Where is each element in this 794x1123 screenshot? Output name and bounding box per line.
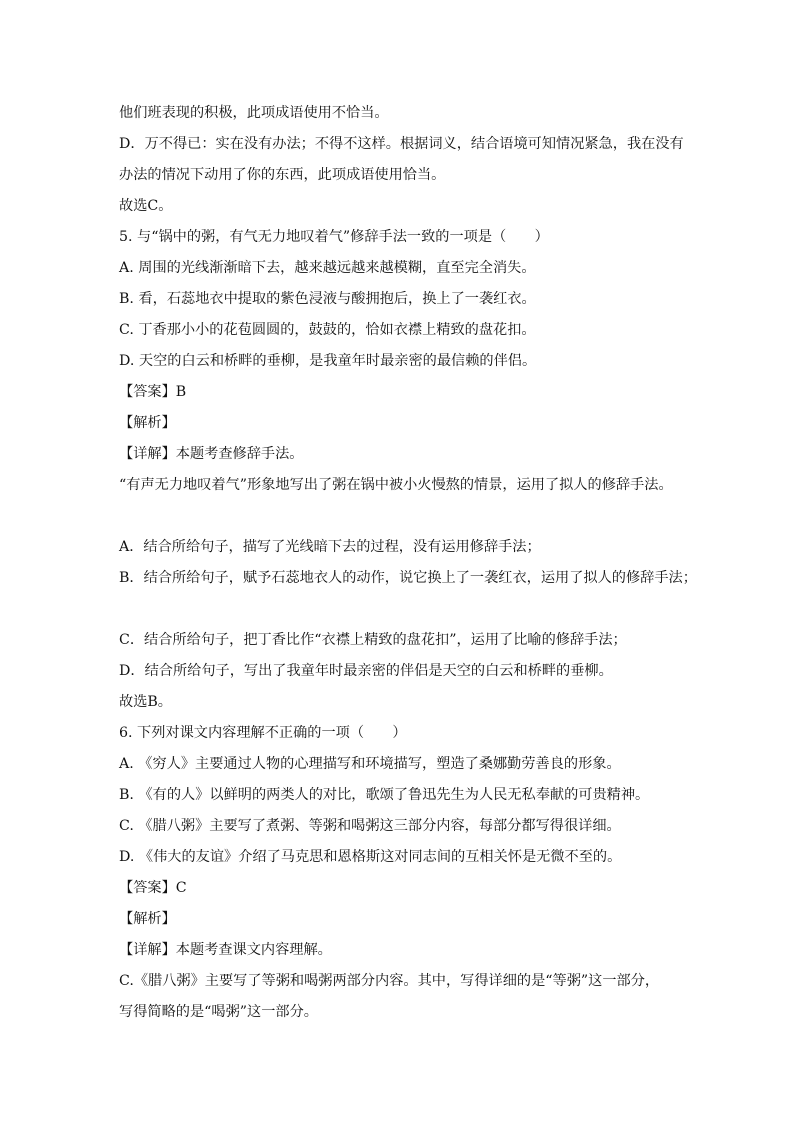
- text-line: D．结合所给句子，写出了我童年时最亲密的伴侣是天空的白云和桥畔的垂柳。: [119, 663, 613, 679]
- question-5-option-a: A. 周围的光线渐渐暗下去，越来越远越来越模糊，直至完全消失。: [119, 260, 536, 276]
- text-line: 故选B。: [119, 694, 172, 710]
- text-line: 写得简略的是“喝粥”这一部分。: [119, 1004, 318, 1020]
- detail-label: 【详解】本题考查修辞手法。: [119, 446, 304, 462]
- detail-label: 【详解】本题考查课文内容理解。: [119, 942, 332, 958]
- text-line: C．结合所给句子，把丁香比作“衣襟上精致的盘花扣”，运用了比喻的修辞手法；: [119, 632, 627, 648]
- question-5-stem: 5. 与“锅中的粥，有气无力地叹着气”修辞手法一致的一项是（ ）: [119, 229, 549, 245]
- answer-label: 【答案】C: [119, 880, 187, 896]
- question-6-option-a: A. 《穷人》主要通过人物的心理描写和环境描写，塑造了桑娜勤劳善良的形象。: [119, 756, 621, 772]
- text-line: B．结合所给句子，赋予石蕊地衣人的动作，说它换上了一袭红衣，运用了拟人的修辞手法；: [119, 570, 697, 586]
- text-line: C.《腊八粥》主要写了等粥和喝粥两部分内容。其中，写得详细的是“等粥”这一部分，: [119, 973, 660, 989]
- text-line: 办法的情况下动用了你的东西，此项成语使用恰当。: [119, 167, 446, 183]
- question-6-option-c: C. 《腊八粥》主要写了煮粥、等粥和喝粥这三部分内容，每部分都写得很详细。: [119, 818, 621, 834]
- question-6-option-d: D. 《伟大的友谊》介绍了马克思和恩格斯这对同志间的互相关怀是无微不至的。: [119, 849, 622, 865]
- analysis-label: 【解析】: [119, 911, 176, 927]
- text-line: 故选C。: [119, 198, 173, 214]
- text-line: 他们班表现的积极，此项成语使用不恰当。: [119, 105, 389, 121]
- question-6-stem: 6. 下列对课文内容理解不正确的一项（ ）: [119, 725, 407, 741]
- text-line: “有声无力地叹着气”形象地写出了粥在锅中被小火慢熬的情景，运用了拟人的修辞手法。: [119, 477, 673, 493]
- question-5-option-d: D. 天空的白云和桥畔的垂柳，是我童年时最亲密的最信赖的伴侣。: [119, 353, 537, 369]
- question-5-option-c: C. 丁香那小小的花苞圆圆的，鼓鼓的，恰如衣襟上精致的盘花扣。: [119, 322, 536, 338]
- question-6-option-b: B. 《有的人》以鲜明的两类人的对比，歌颂了鲁迅先生为人民无私奉献的可贵精神。: [119, 787, 650, 803]
- analysis-label: 【解析】: [119, 415, 176, 431]
- question-5-option-b: B. 看，石蕊地衣中提取的紫色浸液与酸拥抱后，换上了一袭红衣。: [119, 291, 536, 307]
- answer-label: 【答案】B: [119, 384, 187, 400]
- text-line: A．结合所给句子，描写了光线暗下去的过程，没有运用修辞手法；: [119, 539, 541, 555]
- text-line: D．万不得已：实在没有办法；不得不这样。根据词义，结合语境可知情况紧急，我在没有: [119, 136, 684, 152]
